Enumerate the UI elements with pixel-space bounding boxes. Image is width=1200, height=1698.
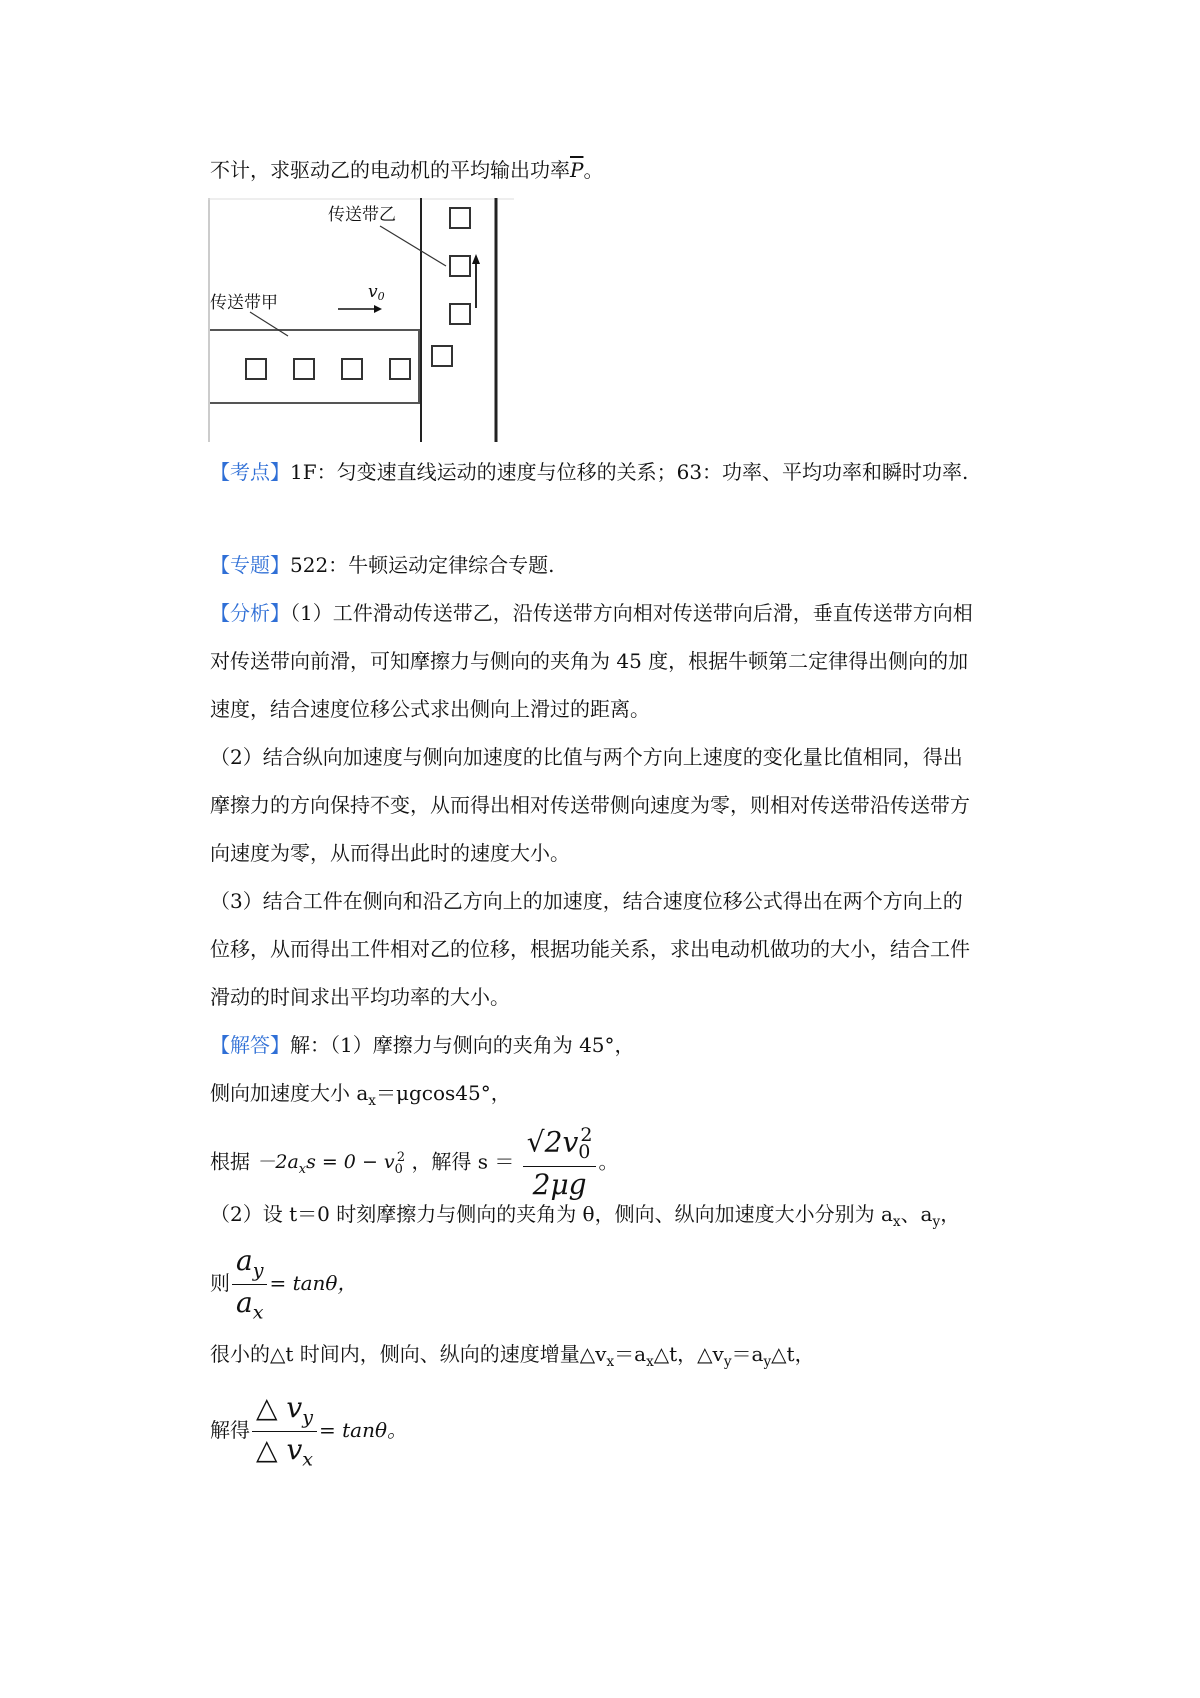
fenxi-line: （2）结合纵向加速度与侧向加速度的比值与两个方向上速度的变化量比值相同，得出: [210, 745, 963, 769]
fenxi-line: （3）结合工件在侧向和沿乙方向上的加速度，结合速度位移公式得出在两个方向上的: [210, 889, 963, 913]
fenxi-line: 摩擦力的方向保持不变，从而得出相对传送带侧向速度为零，则相对传送带沿传送带方: [210, 793, 970, 817]
jieda-line-2: 侧向加速度大小 $a_x=\mu gcos45^\circ$，: [210, 1081, 511, 1109]
zhuanti-line: 【专题】522：牛顿运动定律综合专题.: [210, 553, 555, 577]
fraction-s: $\frac{√2v_0^2}{2\mu g}$: [523, 1125, 597, 1201]
jieda-line-1: 【解答】解：（1）摩擦力与侧向的夹角为 45°，: [210, 1033, 635, 1057]
fraction-dvy-dvx: $\frac{\triangle v_y}{\triangle v_x}$: [252, 1392, 317, 1472]
jieda-tag: 【解答】: [210, 1033, 290, 1057]
workpiece: [450, 256, 470, 276]
workpiece: [342, 359, 362, 379]
fenxi-line: 对传送带向前滑，可知摩擦力与侧向的夹角为 45 度，根据牛顿第二定律得出侧向的加: [210, 649, 969, 673]
power-symbol: $\overline{P}$: [570, 158, 584, 182]
intro-text: 不计，求驱动乙的电动机的平均输出功率: [210, 158, 570, 182]
zhuanti-tag: 【专题】: [210, 553, 290, 577]
fraction-ay-ax: $\frac{a_y}{a_x}$: [232, 1245, 267, 1325]
workpiece: [390, 359, 410, 379]
fenxi-line: 向速度为零，从而得出此时的速度大小。: [210, 841, 570, 865]
fenxi-line: 滑动的时间求出平均功率的大小。: [210, 985, 510, 1009]
workpiece: [246, 359, 266, 379]
jieda-line-5: 则 $\frac{a_y}{a_x}$ = tanθ，: [210, 1243, 358, 1324]
workpiece: [450, 208, 470, 228]
jieda-line-7: 解得 $\frac{\triangle v_y}{\triangle v_x}$ = tanθ。: [210, 1390, 408, 1471]
intro-line: 不计，求驱动乙的电动机的平均输出功率$\overline{P}$。: [210, 158, 604, 182]
jieda-line-4: （2）设 t＝0 时刻摩擦力与侧向的夹角为 θ，侧向、纵向加速度大小分别为 $a_x$、$a_y$，: [210, 1202, 961, 1230]
fenxi-line: 速度，结合速度位移公式求出侧向上滑过的距离。: [210, 697, 650, 721]
belt-b-label: 传送带乙: [328, 205, 396, 225]
equation-displacement: $-2a_xs = 0 - v_0^2$: [256, 1150, 406, 1178]
workpiece: [432, 346, 452, 366]
fenxi-line-1: 【分析】（1）工件滑动传送带乙，沿传送带方向相对传送带向后滑，垂直传送带方向相: [210, 601, 973, 625]
v0-label: v0: [368, 282, 385, 303]
fenxi-line: 位移，从而得出工件相对乙的位移，根据功能关系，求出电动机做功的大小，结合工件: [210, 937, 970, 961]
kaodian-line: 【考点】1F：匀变速直线运动的速度与位移的关系；63：功率、平均功率和瞬时功率.: [210, 460, 969, 484]
workpiece: [450, 304, 470, 324]
kaodian-tag: 【考点】: [210, 460, 290, 484]
belt-a-label: 传送带甲: [210, 293, 278, 313]
workpiece: [294, 359, 314, 379]
conveyor-belt-figure: [208, 198, 514, 442]
jieda-line-3: 根据 $-2a_xs = 0 - v_0^2$ ，解得 s ＝ $\frac{√2v_0^2}{2\mu g}$ 。: [210, 1123, 619, 1201]
fenxi-tag: 【分析】: [210, 601, 290, 625]
jieda-line-6: 很小的△t 时间内，侧向、纵向的速度增量$\triangle v_x=a_x\triangle t$，$\triangle v_y=a_y\triangle t$，: [210, 1342, 815, 1370]
